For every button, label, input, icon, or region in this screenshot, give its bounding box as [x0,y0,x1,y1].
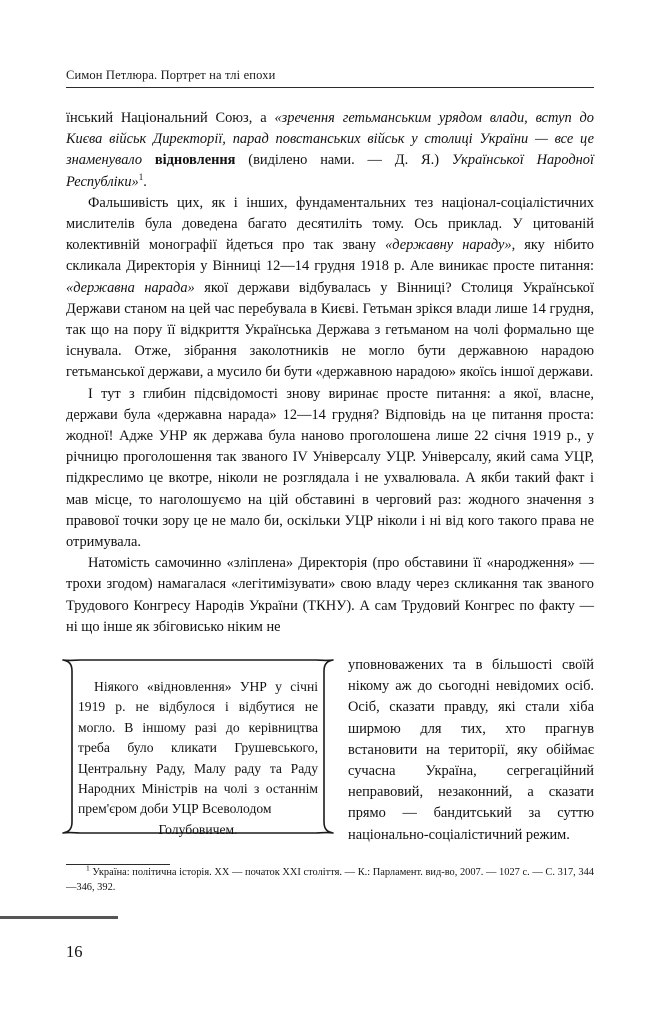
para2-t1: Фальшивість цих, як і інших, фундаментальних тез націонал-соціалістичних мислителів була доведена багато десятиліть тому. Ось приклад. У цитованій колективній монографії йдеться про так звану [66,194,594,254]
paragraph-four: Натомість самочинно «зліплена» Директорія (про обставини її «народження» — трохи згодом) намагалася «легітимізувати» свою владу через скликання так званого Трудового Конгресу Народів України (ТКНУ). А сам Трудовий Конгрес по факту — ні що інше як збіговисько ніким не [66,555,594,635]
paragraph-three: І тут з глибин підсвідомості знову виринає просте питання: а якої, власне, держави була «державна нарада» 12—14 грудня? Відповідь на це питання проста: жодної! Адже УНР як держава була наново проголошена лише 22 січня 1919 р., у річницю проголошення так званого IV Універсалу УЦР. Універсалу, який сама УЦР, підкреслимо це вкотре, ніколи не розглядала і не ухвалювала. А якби такий факт і мав місце, то наголошуємо на цій обставині в черговий раз: жодного значення з правової точки зору це не мало би, оскільки УЦР ніколи і ні від кого такого права не отримувала. [66,385,594,551]
para1-lead: їнський Національний Союз, а [66,110,275,126]
pullquote-region [66,655,594,846]
paragraph-two [66,193,594,384]
para1-tail: . [143,173,147,190]
para1-quote-bold: відновлення [154,152,236,169]
para2-t2: , яку нібито скликала Директорія у Вінниці 12—14 грудня 1918 р. Але виникає просте питання: [66,237,594,275]
running-head-rule [66,87,594,88]
para2-i1: «державну нараду» [385,237,512,254]
page-number: 16 [66,942,83,961]
pullquote-last-line: Голубовичем. [158,821,238,837]
para2-i2: «державна нарада» [66,279,195,296]
running-head-title: Симон Петлюра. Портрет на тлі епохи [66,68,276,82]
paragraph-four-wrap: уповноважених та в більшості своїй нікому аж до сьогодні невідомих осіб. Осіб, сказати правду, які стали хіба ширмою для тих, хто прагнув встановити на території, яку обіймає сучасна Україна, сегрегаційний неправовий, незаконний, а сказати прямо — бандитський за суттю національно-соціалістичний режим. [348,657,594,843]
pullquote-text [78,677,318,840]
para1-quote-tail-roman: (виділено нами. — Д. Я.) [235,152,452,169]
para1-quote-italic-1: «зречення гетьманським урядом влади, вступ до Києва військ Директорії, парад повстанських військ у столиці України — все це знаменувало [66,110,595,169]
footnote-marker: 1 [86,863,90,873]
para1-quote-italic-2: Української Народної Республіки» [66,152,594,190]
footnote-area [66,863,594,895]
footnote-reference: 1 [138,171,144,182]
para2-t3: якої держави відбувалась у Вінниці? Столиця Української Держави станом на цей час перебувала в Києві. Гетьман зрікся влади лише 14 грудня, так що на пору її відкриття Українська Держава з гетьманом на чолі формально ще існувала. Отже, зібрання заколотників не могло бути державною нарадою гетьманської держави, а мусило би бути «державною нарадою» якоїсь іншої держави. [66,279,594,381]
body-text [66,108,594,638]
running-head [66,68,594,88]
pullquote-float [62,659,334,844]
paragraph-continued [66,108,594,193]
footnote-entry [66,863,594,895]
footnote-rule [66,864,170,865]
folio-rule [0,916,118,919]
footnote-text: Україна: політична історія. XX — початок XXI століття. — К.: Парламент. вид-во, 2007. — 1027 с. — С. 317, 344—346, 392. [66,867,594,893]
pullquote-body: Ніякого «відновлення» УНР у січні 1919 р. не відбулося і відбутися не могло. В іншому разі до керівництва треба було кликати Грушевського, Центральну Раду, Малу раду та Раду Народних Міністрів на чолі з останнім прем'єром доби УЦР Всеволодом [78,679,318,817]
